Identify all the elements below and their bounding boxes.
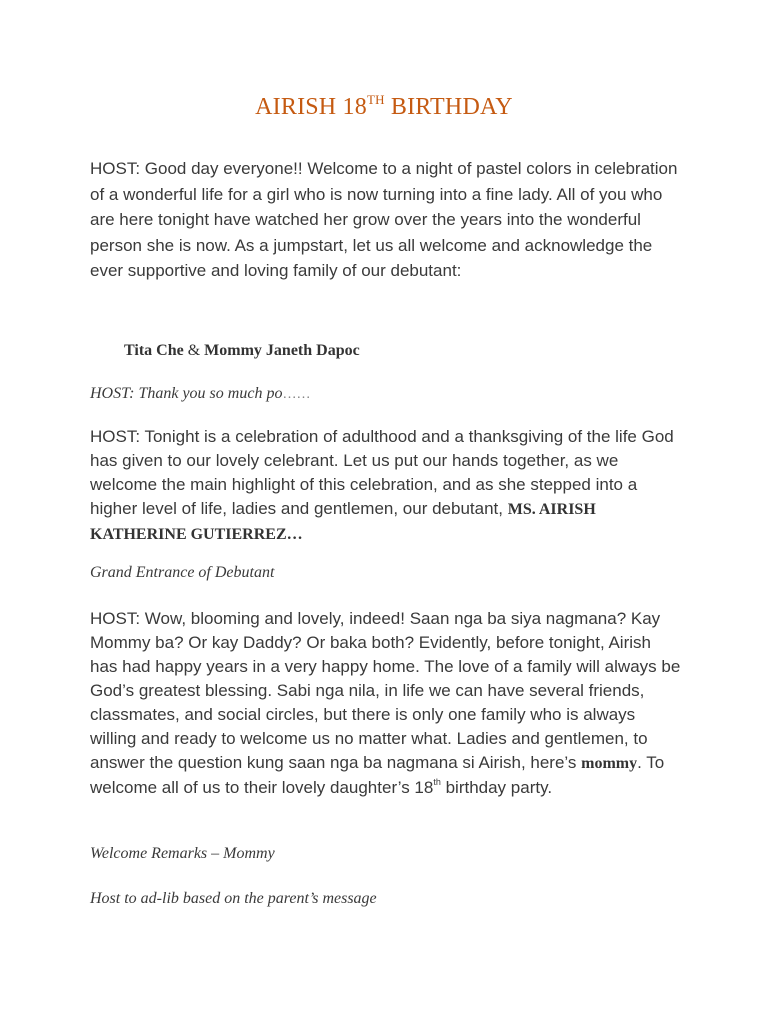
title-main: AIRISH 18: [255, 94, 367, 120]
debutant-paragraph-text: HOST: Tonight is a celebration of adulthood and a thanksgiving of the life God has given to our lovely celebrant. Let us put our hands together, as we welcome the main highlight of this celebration, and as she stepped into a higher level of life, ladies and gentlemen, our debutant,: [90, 427, 674, 518]
family-name-2: Mommy Janeth Dapoc: [204, 342, 360, 359]
thank-you-text: HOST: Thank you so much po: [90, 385, 283, 402]
debutant-paragraph: [90, 425, 682, 547]
title-superscript: TH: [366, 92, 385, 107]
title-tail: BIRTHDAY: [384, 94, 513, 120]
family-ampersand: &: [183, 342, 205, 359]
welcome-paragraph: HOST: Good day everyone!! Welcome to a night of pastel colors in celebration of a wonderful life for a girl who is now turning into a fine lady. All of you who are here tonight have watched her grow over the years into the wonderful person she is now. As a jumpstart, let us all welcome and acknowledge the ever supportive and loving family of our debutant:: [90, 159, 678, 280]
mommy-intro-paragraph: [90, 607, 682, 802]
family-name-1: Tita Che: [124, 342, 184, 359]
mommy-intro-text: HOST: Wow, blooming and lovely, indeed! Saan nga ba siya nagmana? Kay Mommy ba? Or kay Daddy? Or baka both? Evidently, before tonight, Airish has had happy years in a very happy home. The love of a family will always be God’s greatest blessing. Sabi nga nila, in life we can have several friends, classmates, and social circles, but there is only one family who is always willing and ready to welcome us no matter what. Ladies and gentlemen, to answer the question kung saan nga ba nagmana si Airish, here’s: [90, 609, 681, 772]
document-title: [0, 94, 768, 121]
adlib-note: Host to ad-lib based on the parent’s message: [90, 890, 377, 907]
mommy-bold: mommy: [581, 755, 638, 772]
ordinal-superscript: th: [433, 777, 441, 787]
grand-entrance-note: Grand Entrance of Debutant: [90, 564, 275, 581]
mommy-intro-middle: . To welcome all of us to their lovely daughter’s 18: [90, 753, 665, 797]
welcome-remarks-note: Welcome Remarks – Mommy: [90, 845, 275, 862]
thank-you-ellipsis: ……: [282, 387, 311, 402]
mommy-intro-end: birthday party.: [440, 778, 553, 797]
family-names: [124, 342, 360, 360]
thank-you-line: [90, 385, 310, 403]
debutant-name: MS. AIRISH KATHERINE GUTIERREZ…: [90, 501, 596, 543]
